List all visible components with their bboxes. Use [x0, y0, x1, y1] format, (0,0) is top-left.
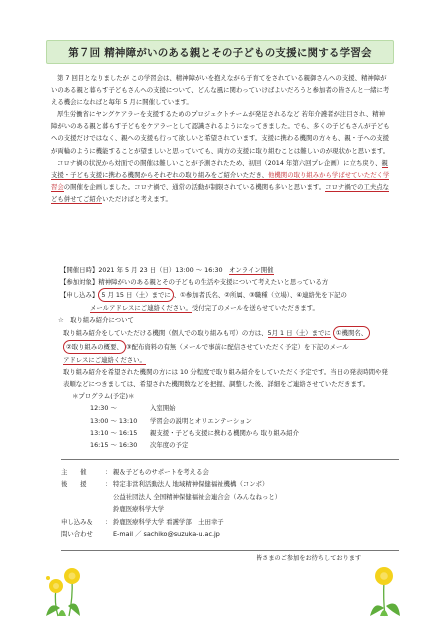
note-line-3: [58, 354, 392, 366]
closing-message: 皆さまのご参加をお待ちしております: [256, 555, 362, 562]
support-row: 後 援 ： 特定非営利活動法人 地域精神保健福祉機構（コンボ）: [61, 480, 269, 489]
program-heading: ＊プログラム(予定)＊: [72, 392, 135, 400]
intro-paragraph-2: 厚生労働省にヤングケアラーを支援するためのプロジェクトチームが発足されるなど 若年介護者が注目され、精神障がいのある親と暮らす子どもをケアラーとして認識されるようになってきました。でも、多くの子どもさんが子どもへの支援だけではなく、親への支援も行って欲しいと希望されています。支援に携わる機関の方々も、親・子への支援が両輪のように機能することが望ましいと思っていても、両方の支援に取り組むことは難しいのが現状かと思います。: [51, 110, 390, 155]
page-title: [46, 40, 394, 64]
contact-row: 問い合わせ E-mail ／ sachiko@suzuka-u.ac.jp: [61, 528, 399, 540]
event-info: [60, 264, 392, 314]
intro-p3-highlight: 他機関の取り組みから学ばせていただく学習会: [51, 170, 390, 191]
online-label: オンライン開催: [228, 266, 274, 274]
intro-p3-text: コロナ禍の状況から対面での開催は難しいことが予測されたため、初回（2014 年第六回プレ企画）に立ち戻り、: [57, 158, 382, 167]
note-line-4: 取り組み紹介を希望された機関の方には 10 分程度で取り組み紹介をしていただく予定です。当日の発表時間や発表順などにつきましては、希望された機関数などを把握、調整した後、詳細をご連絡させていただきます。: [63, 368, 388, 389]
program-row: 13:10 ～ 16:15 親支援・子ども支援に携わる機関から 取り組み紹介: [90, 428, 300, 437]
note-contact: アドレスにご連絡ください。: [63, 356, 146, 365]
dandelion-right-icon: [356, 552, 412, 618]
apply-row: 申し込み＆ ： 鈴鹿医療科学大学 看護学部 土田幸子: [61, 517, 224, 526]
sponsor-box: [61, 459, 399, 551]
contact-email[interactable]: E-mail ／ sachiko@suzuka-u.ac.jp: [113, 530, 220, 539]
intro-p3-underlined-2: コロナ禍での工夫点なども併せてご紹介: [51, 182, 390, 203]
intro-p3-text-2: の開催を企画しました。コロナ禍で、通常の活動が制限されている機関も多いと思います。: [63, 182, 326, 191]
info-apply-row-2: メールアドレスにご連絡ください。受付完了のメールを送らせていただきます。: [90, 304, 319, 313]
info-date-row: 【開催日時】2021 年 5 月 23 日（日）13:00 ～ 16:30 オンライン開催: [60, 266, 274, 274]
note-line-2: ②取り組みの概要、 ③配布資料の有無（メールで事前に配信させていただく予定）を下記のメール: [58, 340, 392, 354]
program-row: 13:00 ～ 13:10 学習会の説明とオリエンテーション: [90, 416, 252, 425]
program-section: [72, 390, 299, 451]
note-deadline: 5月 1 日（土）までに: [267, 329, 331, 338]
support-row-2: 公益社団法人 全国精神保健福祉会連合会（みんなねっと）: [113, 492, 282, 501]
support-row-3: 鈴鹿医療科学大学: [113, 505, 165, 514]
note-heading: ☆ 取り組み紹介について: [58, 316, 134, 324]
title-text: 第７回 精神障がいのある親とその子どもの支援に関する学習会: [68, 46, 372, 59]
note-line-1: 取り組み紹介をしていただける機関（個人での取り組みも可）の方は、5月 1 日（土）までに ①機関名、: [58, 326, 392, 340]
intro-section: [51, 72, 391, 205]
program-row: 12:30 ～ 入室開始: [90, 404, 176, 413]
apply-deadline: 5 月 15 日（土）までに: [98, 288, 173, 302]
presentation-note: [58, 314, 392, 391]
program-row: 16:15 ～ 16:30 次年度の予定: [90, 441, 189, 450]
intro-p3-text-3: いただけばと考えます。: [102, 194, 172, 203]
info-apply-row: 【申し込み】 5 月 15 日（土）までに 、①参加者氏名、②所属、③職種（立場）、④連絡先を下記の: [60, 288, 392, 302]
note-item-1: ①機関名、: [333, 326, 370, 340]
dandelion-left-icon: [36, 548, 92, 618]
intro-paragraph-3: [51, 157, 391, 205]
intro-p3-underlined: 親支援・子ども支援に携わる機関からそれぞれの取り組みをご紹介いただき、: [51, 158, 388, 179]
intro-paragraph-1: 第 7 回目となりましたが この学習会は、精神障がいを抱えながら子育てをされている親御さんへの支援、精神障がいのある親と暮らす子どもさんへの支援について、どんな風に関わっていけばよいだろうと参加者の皆さんと一緒に考える機会になればと毎年 5 月に開催しています。: [51, 74, 390, 107]
note-item-2: ②取り組みの概要、: [63, 340, 126, 354]
host-row: 主 催 ： 親＆子どものサポートを考える会: [61, 468, 209, 476]
info-target-row: 【参加対象】精神障がいのある親とその子どもの生活や支援について考えたいと思っている方: [60, 278, 329, 287]
apply-contact-text: メールアドレスにご連絡ください。: [90, 304, 192, 313]
